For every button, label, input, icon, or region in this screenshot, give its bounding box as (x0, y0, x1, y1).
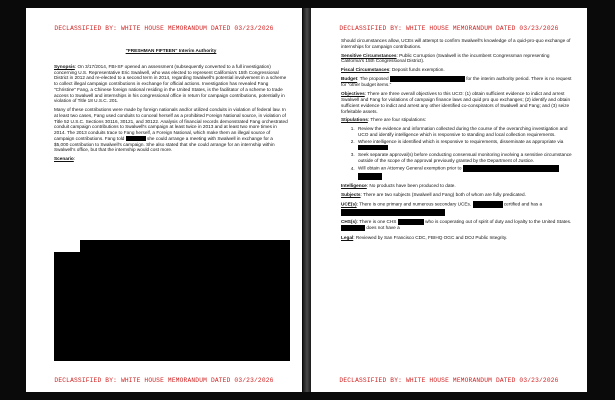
stipulations-list (341, 126, 573, 180)
chs-paragraph: CHS(s): There is one CHS who is cooperating out of spirit of duty and loyalty to the United States. does not have a (341, 219, 572, 231)
legal-paragraph: Legal: Reviewed by San Francisco CDC, FBIHQ OGC and DOJ Public Integrity. (341, 234, 508, 240)
budget-text-a: The proposed (359, 76, 389, 82)
stipulation-text: Seek separate approval(s) before conducting consensual monitoring involving a sensitive circumstance outside of the scope of the approval previously granted by the Department of Justice. (358, 152, 572, 164)
budget-paragraph: Budget: The proposed for the interim authority period. There is no request for "other budget items." (341, 76, 572, 88)
intelligence-label: Intelligence (341, 183, 367, 189)
page-right-body (341, 38, 573, 244)
sensitive-circumstances-paragraph: Sensitive Circumstances: Public Corruption (Swalwell is the incumbent Congressman representing California's 15th Congressional District). (341, 52, 550, 64)
stipulation-item (356, 165, 573, 180)
synopsis-label: Synopsis (54, 63, 75, 69)
stipulation-item (356, 152, 573, 164)
stipulation-item (356, 126, 573, 138)
budget-label: Budget (341, 76, 358, 82)
declassified-stamp-bottom: DECLASSIFIED BY: WHITE HOUSE MEMORANDUM DATED 03/23/2026 (339, 377, 559, 384)
redaction-box (390, 76, 465, 82)
chs-text-c: does not have a (366, 225, 400, 231)
sensitive-text: Public Corruption (Swalwell is the incumbent Congressman representing California's 15th Congressional District). (341, 52, 550, 64)
sensitive-label: Sensitive Circumstances (341, 52, 397, 58)
conduit-text-b: she could arrange a meeting with Swalwell in exchange for a $5,000 contribution to Swalwell's campaign. She also stated that she could arrange for an internship within Swalwell's office, but that the internship would cost more. (54, 135, 275, 153)
subjects-label: Subjects (341, 192, 361, 198)
declassified-stamp-top: DECLASSIFIED BY: WHITE HOUSE MEMORANDUM DATED 03/23/2026 (54, 25, 274, 32)
intelligence-text: No products have been produced to date. (369, 183, 456, 189)
redaction-box (463, 165, 559, 172)
chs-text-a: There is one CHS (359, 219, 397, 225)
fiscal-text: Deposit funds exemption. (391, 67, 445, 73)
document-page-right (311, 8, 587, 392)
stipulation-text: Where intelligence is identified which is responsive to requirements, disseminate as appropriate via (358, 139, 564, 145)
fiscal-circumstances-paragraph: Fiscal Circumstances: Deposit funds exemption. (341, 67, 445, 73)
redaction-box (398, 219, 424, 225)
page-left-body (54, 48, 288, 165)
scenario-heading: Scenario: (54, 156, 76, 162)
document-title (54, 48, 288, 54)
stipulation-text: Review the evidence and information collected during the course of the overarching investigation and UCO and identify intelligence which is responsive to standing and local collection requirements. (358, 126, 568, 138)
conduit-text-a: Many of these contributions were made by foreign nationals and/or utilized conduits in violation of federal law. In at least two cases, Fang used conduits to conceal herself as a prohibited Foreign National source, in violation of Title 52 U.S.C. Sections 30116, 30121, and 30122. Analysis of financial records demonstrated Fang orchestrated conduit campaign contributions to Swalwell's campaign at least twice in 2013 and at least two more times in 2014. The 2013 conduits trace to Fang herself, a Foreign National, which make them an illegal source of campaign contributions. Fang told (54, 107, 288, 141)
scenario-label: Scenario (54, 156, 74, 162)
redaction-box (126, 136, 146, 141)
legal-text: Reviewed by San Francisco CDC, FBIHQ OGC and DOJ Public Integrity. (355, 234, 508, 240)
page-gutter (303, 8, 311, 392)
synopsis-text: On 3/17/2014, FBI-SF opened an assessment (subsequently converted to a full investigation) concerning U.S. Representative Eric Swalwell, who was elected to represent California's 15th Congressional District in 2012 and re-elected to a second term in 2014, regarding Swalwell's potential involvement in a scheme to collect illegal campaign contributions in exchange for official actions. Investigation has revealed Fang "Christine" Fang, a Chinese foreign national residing in the United States, is the facilitator of a scheme to trade access to Swalwell and internships in his congressional office in return for campaign contributions, potentially in violation of Title 18 U.S.C. 201. (54, 63, 287, 104)
stipulation-text: Will obtain an Attorney General exemption prior to (358, 166, 462, 172)
uces-text-a: There is one primary and numerous secondary UCEs. (359, 201, 472, 207)
objectives-text: There are three overall objectives to this UCO: (1) obtain sufficient evidence to indict and arrest Swalwell and Fang for violations of campaign finance laws and quid pro quo exchanges; (2) identify and obtain sufficient evidence to indict and arrest any other identified co-conspirators of Swalwell and Fang; and (3) seize forfeitable assets. (341, 91, 571, 114)
redaction-box (341, 225, 365, 231)
chs-label: CHS(s) (341, 219, 357, 225)
document-title-text: "FRESHMAN FIFTEEN" Interim Authority (125, 48, 217, 53)
uces-text-b: certified and has a (503, 201, 543, 207)
scenario-redaction-upper (80, 240, 290, 252)
legal-label: Legal (341, 234, 354, 240)
objectives-paragraph: Objectives: There are three overall objectives to this UCO: (1) obtain sufficient evidence to indict and arrest Swalwell and Fang for violations of campaign finance laws and quid pro quo exchanges; (2) identify and obtain sufficient evidence to indict and arrest any other identified co-conspirators of Swalwell and Fang; and (3) seize forfeitable assets. (341, 91, 571, 114)
declassified-stamp-top: DECLASSIFIED BY: WHITE HOUSE MEMORANDUM DATED 03/23/2026 (339, 25, 559, 32)
scenario-redaction-block (54, 252, 290, 361)
stipulations-label: Stipulations (341, 117, 368, 123)
subjects-paragraph: Subjects: There are two subjects (Swalwell and Fang) both of whom are fully predicated. (341, 192, 526, 198)
stipulations-paragraph: Stipulations: There are four stipulations: (341, 117, 427, 123)
uces-label: UCE(s) (341, 201, 357, 207)
redaction-box (358, 173, 382, 180)
chs-text-b: who is cooperating out of spirit of duty and loyalty to the United States. (425, 219, 572, 225)
stipulation-item (356, 139, 573, 151)
subjects-text: There are two subjects (Swalwell and Fang) both of whom are fully predicated. (363, 192, 526, 198)
fiscal-label: Fiscal Circumstances (341, 67, 390, 73)
redaction-box (358, 145, 388, 150)
declassified-stamp-bottom: DECLASSIFIED BY: WHITE HOUSE MEMORANDUM DATED 03/23/2026 (54, 377, 274, 384)
intro-paragraph: Should circumstances allow, UCEs will attempt to confirm Swalwell's knowledge of a quid-pro-quo exchange of internships for campaign contributions. (341, 38, 571, 49)
redaction-box (341, 209, 445, 216)
intelligence-paragraph: Intelligence: No products have been produced to date. (341, 183, 456, 189)
redaction-box (473, 201, 503, 208)
stipulations-intro: There are four stipulations: (370, 117, 427, 123)
budget-text-b: for the interim authority period. There is no request for "other budget items." (341, 76, 572, 88)
conduit-paragraph (54, 107, 288, 153)
objectives-label: Objectives (341, 91, 365, 97)
synopsis-paragraph: Synopsis: On 3/17/2014, FBI-SF opened an assessment (subsequently converted to a full investigation) concerning U.S. Representative Eric Swalwell, who was elected to represent California's 15th Congressional District in 2012 and re-elected to a second term in 2014, regarding Swalwell's potential involvement in a scheme to collect illegal campaign contributions in exchange for official actions. Investigation has revealed Fang "Christine" Fang, a Chinese foreign national residing in the United States, is the facilitator of a scheme to trade access to Swalwell and internships in his congressional office in return for campaign contributions, potentially in violation of Title 18 U.S.C. 201. (54, 63, 287, 104)
uces-paragraph: UCE(s): There is one primary and numerous secondary UCEs. certified and has a (341, 201, 573, 216)
document-page-left (26, 8, 302, 392)
